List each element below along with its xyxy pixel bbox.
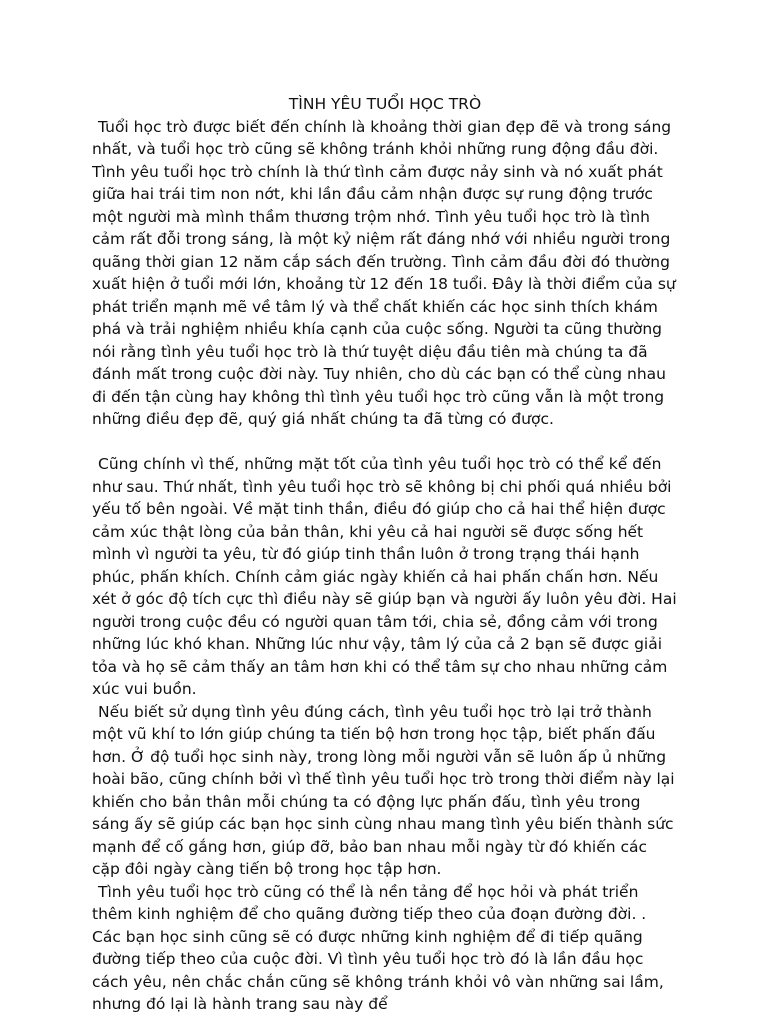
paragraph-4: Tình yêu tuổi học trò cũng có thể là nền tảng để học hỏi và phát triển thêm kinh nghiệm để cho quãng đường tiếp theo của đoạn đường đời. . Các bạn học sinh cũng sẽ có được những kinh nghiệm để đi tiếp quãng đường tiếp theo của cuộc đời. Vì tình yêu tuổi học trò đó là lần đầu học cách yêu, nên chắc chắn cũng sẽ không tránh khỏi vô vàn những sai lầm, nhưng đó lại là hành trang sau này để	[92, 882, 664, 1013]
paragraph-3: Nếu biết sử dụng tình yêu đúng cách, tình yêu tuổi học trò lại trở thành một vũ khí to lớn giúp chúng ta tiến bộ hơn trong học tập, biết phấn đấu hơn. Ở độ tuổi học sinh này, trong lòng mỗi người vẫn sẽ luôn ấp ủ những hoài bão, cũng chính bởi vì thế tình yêu tuổi học trò trong thời điểm này lại khiến cho bản thân mỗi chúng ta có động lực phấn đấu, tình yêu trong sáng ấy sẽ giúp các bạn học sinh cùng nhau mang tình yêu biến thành sức mạnh để cố gắng hơn, giúp đỡ, bảo ban nhau mỗi ngày từ đó khiến các cặp đôi ngày càng tiến bộ trong học tập hơn.	[92, 702, 675, 878]
paragraph-1: Tuổi học trò được biết đến chính là khoảng thời gian đẹp đẽ và trong sáng nhất, và tuổi học trò cũng sẽ không tránh khỏi những rung động đầu đời. Tình yêu tuổi học trò chính là thứ tình cảm được nảy sinh và nó xuất phát giữa hai trái tim non nớt, khi lần đầu cảm nhận được sự rung động trước một người mà mình thầm thương trộm nhớ. Tình yêu tuổi học trò là tình cảm rất đỗi trong sáng, là một kỷ niệm rất đáng nhớ với nhiều người trong quãng thời gian 12 năm cắp sách đến trường. Tình cảm đầu đời đó thường xuất hiện ở tuổi mới lớn, khoảng từ 12 đến 18 tuổi. Đây là thời điểm của sự phát triển mạnh mẽ về tâm lý và thể chất khiến các học sinh thích khám phá và trải nghiệm nhiều khía cạnh của cuộc sống. Người ta cũng thường nói rằng tình yêu tuổi học trò là thứ tuyệt diệu đầu tiên mà chúng ta đã đánh mất trong cuộc đời này. Tuy nhiên, cho dù các bạn có thể cùng nhau đi đến tận cùng hay không thì tình yêu tuổi học trò cũng vẫn là một trong những điều đẹp đẽ, quý giá nhất chúng ta đã từng có được.	[92, 117, 676, 428]
document-title: TÌNH YÊU TUỔI HỌC TRÒ	[288, 95, 482, 113]
document-page	[92, 93, 678, 1016]
paragraph-spacer	[92, 431, 678, 454]
paragraph-2: Cũng chính vì thế, những mặt tốt của tình yêu tuổi học trò có thể kể đến như sau. Thứ nhất, tình yêu tuổi học trò sẽ không bị chi phối quá nhiều bởi yếu tố bên ngoài. Về mặt tinh thần, điều đó giúp cho cả hai thể hiện được cảm xúc thật lòng của bản thân, khi yêu cả hai người sẽ được sống hết mình vì người ta yêu, từ đó giúp tinh thần luôn ở trong trạng thái hạnh phúc, phấn khích. Chính cảm giác ngày khiến cả hai phấn chấn hơn. Nếu xét ở góc độ tích cực thì điều này sẽ giúp bạn và người ấy luôn yêu đời. Hai người trong cuộc đều có người quan tâm tới, chia sẻ, đồng cảm với trong những lúc khó khan. Những lúc như vậy, tâm lý của cả 2 bạn sẽ được giải tỏa và họ sẽ cảm thấy an tâm hơn khi có thể tâm sự cho nhau những cảm xúc vui buồn.	[92, 455, 677, 698]
